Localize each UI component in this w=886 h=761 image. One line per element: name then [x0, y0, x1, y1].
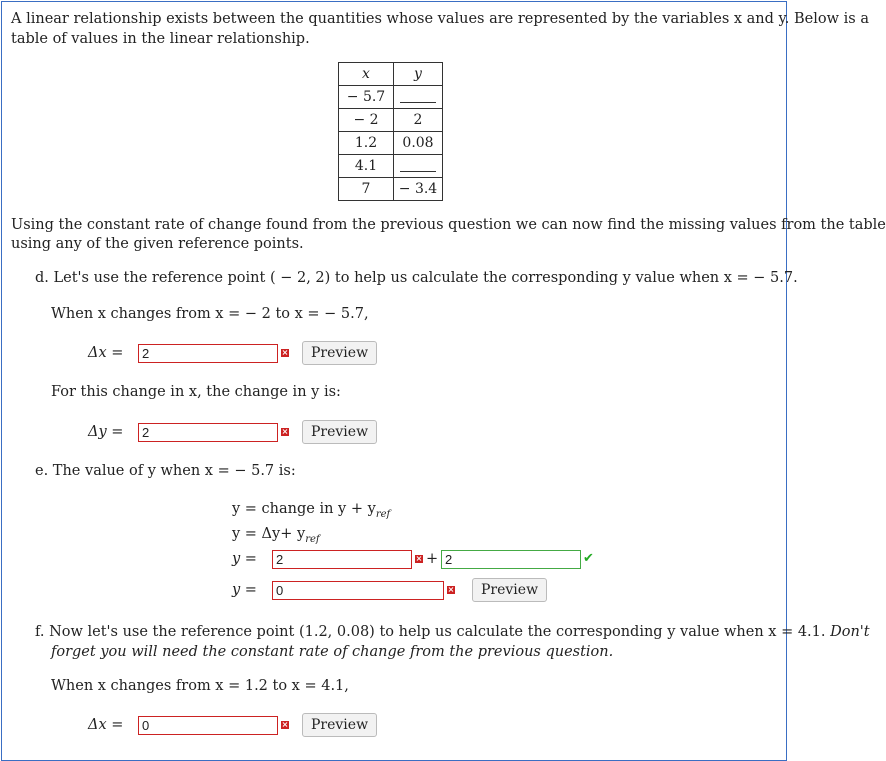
- error-x-icon: ×: [281, 720, 289, 729]
- part-d-dy-preview-button[interactable]: Preview: [302, 420, 377, 444]
- table-row: [339, 109, 443, 132]
- table-cell-y-blank: [394, 86, 443, 109]
- part-e-eq1: [232, 501, 390, 520]
- part-f-dx-preview-button[interactable]: Preview: [302, 713, 377, 737]
- table-cell-x: 1.2: [339, 132, 394, 155]
- table-header-x: x: [339, 63, 394, 86]
- table-row: [339, 86, 443, 109]
- part-e-y-label-2: y =: [232, 582, 257, 598]
- values-table: [338, 62, 443, 201]
- part-e-eq2-text: y = Δy+ y: [232, 526, 306, 542]
- table-header-y: y: [394, 63, 443, 86]
- error-x-icon: ×: [447, 585, 455, 594]
- para-line-1: Using the constant rate of change found from the previous question we can now find the missing values from the table: [11, 217, 886, 233]
- table-row: [339, 178, 443, 201]
- part-f-prompt-line-2: forget you will need the constant rate of change from the previous question.: [51, 644, 614, 660]
- table-cell-y: − 3.4: [394, 178, 443, 201]
- ref-subscript: ref: [305, 533, 320, 545]
- table-cell-x: 4.1: [339, 155, 394, 178]
- part-f-dx-input[interactable]: 0: [138, 716, 278, 735]
- part-d-dx-input[interactable]: 2: [138, 344, 278, 363]
- part-e-y-input[interactable]: 0: [272, 581, 444, 600]
- table-row: [339, 155, 443, 178]
- part-f-reminder-start: Don't: [830, 624, 870, 640]
- error-x-icon: ×: [281, 348, 289, 357]
- part-d-dy-label: Δy =: [88, 424, 124, 440]
- error-x-icon: ×: [415, 554, 423, 563]
- plus-sign: +: [426, 551, 439, 567]
- table-cell-y-blank: [394, 155, 443, 178]
- part-e-y-ref-input[interactable]: 2: [441, 550, 581, 569]
- part-d-prompt: d. Let's use the reference point ( − 2, 2) to help us calculate the corresponding y value when x = − 5.7.: [35, 270, 798, 286]
- part-e-delta-y-input[interactable]: 2: [272, 550, 412, 569]
- part-f-when: When x changes from x = 1.2 to x = 4.1,: [51, 678, 349, 694]
- table-cell-x: − 5.7: [339, 86, 394, 109]
- error-x-icon: ×: [281, 427, 289, 436]
- table-cell-y: 0.08: [394, 132, 443, 155]
- part-d-change-text: For this change in x, the change in y is:: [51, 384, 341, 400]
- part-f-dx-label: Δx =: [88, 717, 124, 733]
- part-f-prompt-line-1: [35, 624, 870, 640]
- intro-line-2: table of values in the linear relationship.: [11, 31, 310, 47]
- part-e-prompt: e. The value of y when x = − 5.7 is:: [35, 463, 296, 479]
- part-e-y-label: y =: [232, 551, 257, 567]
- table-cell-x: − 2: [339, 109, 394, 132]
- para-line-2: using any of the given reference points.: [11, 236, 304, 252]
- part-e-eq2: [232, 526, 320, 545]
- table-cell-y: 2: [394, 109, 443, 132]
- part-d-dx-label: Δx =: [88, 345, 124, 361]
- check-icon: ✔: [583, 551, 594, 566]
- part-d-dx-preview-button[interactable]: Preview: [302, 341, 377, 365]
- part-d-when: When x changes from x = − 2 to x = − 5.7,: [51, 306, 369, 322]
- table-cell-x: 7: [339, 178, 394, 201]
- intro-line-1: A linear relationship exists between the quantities whose values are represented by the variables x and y. Below is a: [11, 11, 869, 27]
- part-e-preview-button[interactable]: Preview: [472, 578, 547, 602]
- ref-subscript: ref: [375, 508, 391, 520]
- table-row: [339, 132, 443, 155]
- part-f-prompt-text: f. Now let's use the reference point (1.2, 0.08) to help us calculate the corresponding y value when x = 4.1.: [35, 624, 826, 640]
- part-e-eq1-text: y = change in y + y: [232, 501, 376, 517]
- part-d-dy-input[interactable]: 2: [138, 423, 278, 442]
